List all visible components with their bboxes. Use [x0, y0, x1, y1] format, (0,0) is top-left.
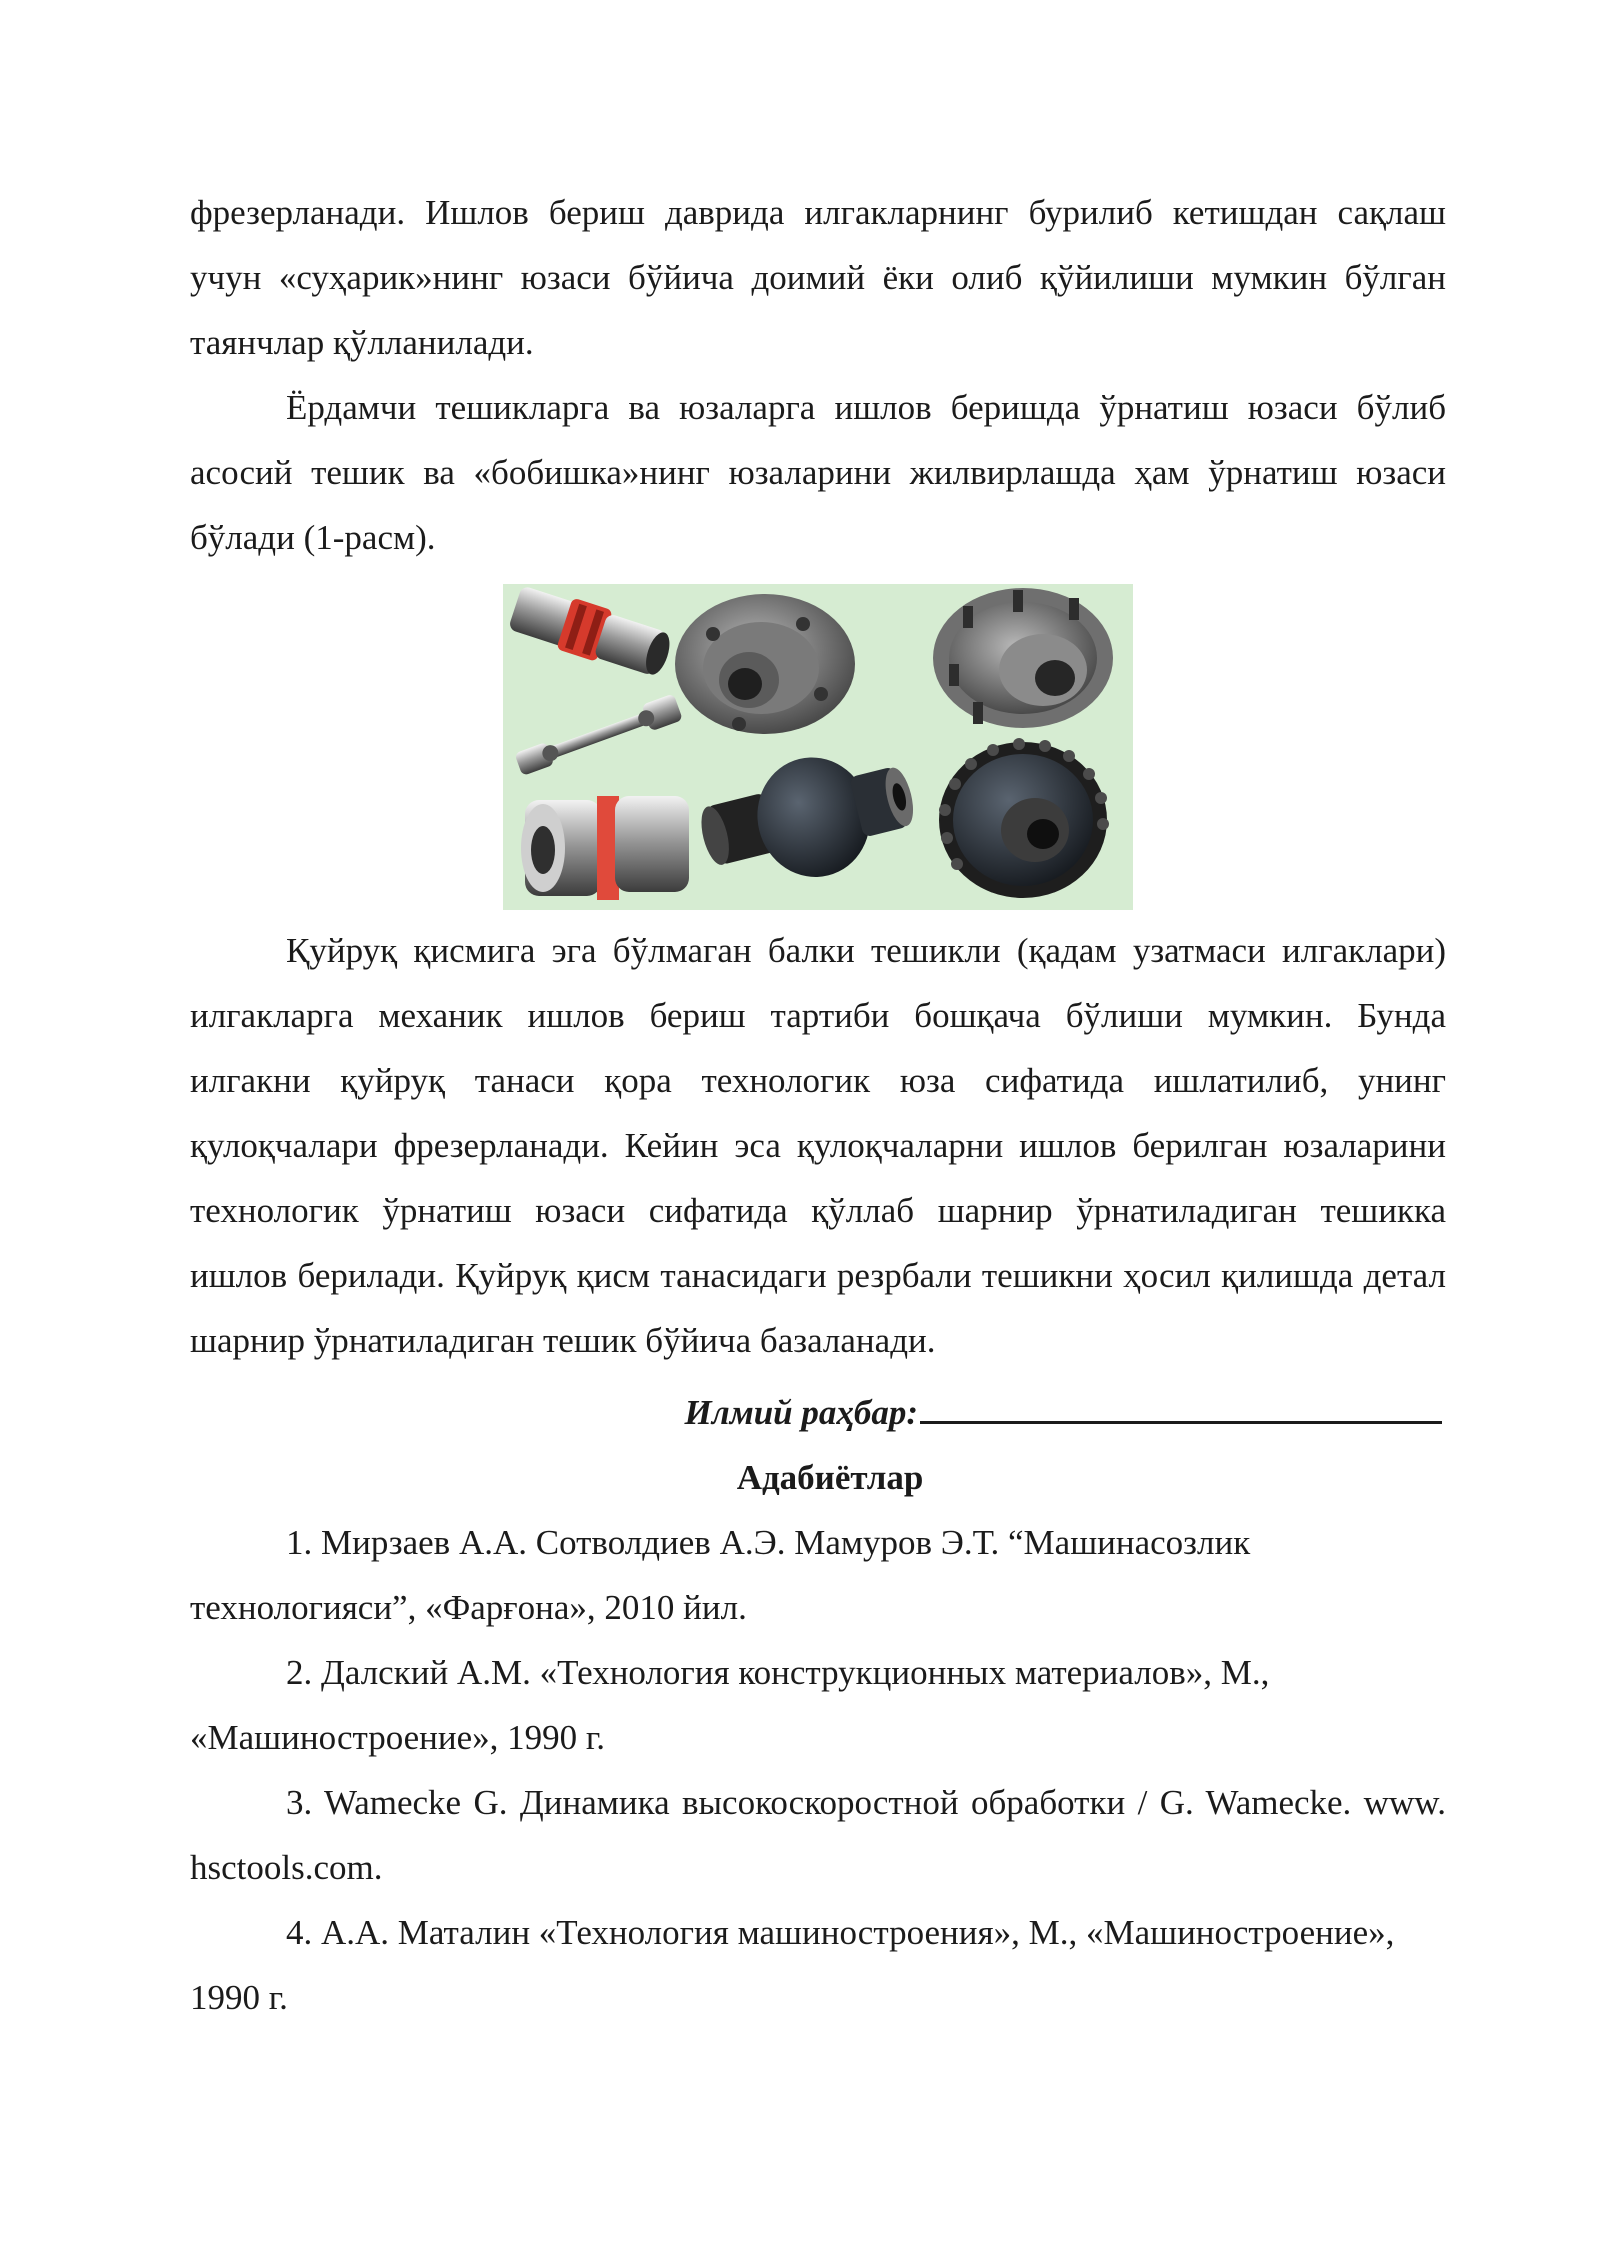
spider-coupling-icon: [521, 796, 689, 900]
document-page: [190, 180, 1446, 2030]
references-title: Адабиётлар: [736, 1458, 924, 1497]
flange-coupling-icon: [675, 594, 855, 734]
paragraph-2: Ёрдамчи тешикларга ва юзаларга ишлов беришда ўрнатиш юзаси бўлиб асосий тешик ва «бобишка»нинг юзаларини жилвирлашда ҳам ўрнатиш юзаси бўлади (1-расм).: [190, 388, 1446, 557]
reference-item: 4. А.А. Маталин «Технология машиностроения», М., «Машиностроение», 1990 г.: [190, 1913, 1395, 2017]
paragraph-3: Қуйруқ қисмига эга бўлмаган балки тешикли (қадам узатмаси илгаклари) илгакларга механик ишлов бериш тартиби бошқача бўлиши мумкин. Бунда илгакни қуйруқ танаси қора технологик юза сифатида ишлатилиб, унинг қулоқчалари фрезерланади. Кейин эса қулоқчаларни ишлов берилган юзаларини технологик ўрнатиш юзаси сифатида қўллаб шарнир ўрнатиладиган тешикка ишлов берилади. Қуйруқ қисм танасидаги резрбали тешикни ҳосил қилишда детал шарнир ўрнатиладиган тешик бўйича базаланади.: [190, 931, 1446, 1360]
reference-item: 1. Мирзаев А.А. Сотволдиев А.Э. Мамуров Э.Т. “Машинасозлик технологияси”, «Фарғона», 2010 йил.: [190, 1523, 1251, 1627]
signature-label: Илмий раҳбар:: [684, 1393, 918, 1432]
signature-line: [190, 1373, 1446, 1445]
signature-blank: [920, 1373, 1442, 1424]
reference-item: 3. Wamecke G. Динамика высокоскоростной обработки / G. Wamecke. www. hsctools.com.: [190, 1783, 1446, 1887]
paragraph-1: фрезерланади. Ишлов бериш даврида илгакларнинг бурилиб кетишдан сақлаш учун «суҳарик»нинг юзаси бўйича доимий ёки олиб қўйилиши мумкин бўлган таянчлар қўлланилади.: [190, 193, 1446, 362]
disc-coupling-icon: [933, 588, 1113, 728]
figure-1-couplings: [503, 584, 1133, 910]
reference-item: 2. Далский А.М. «Технология конструкционных материалов», М., «Машиностроение», 1990 г.: [190, 1653, 1270, 1757]
